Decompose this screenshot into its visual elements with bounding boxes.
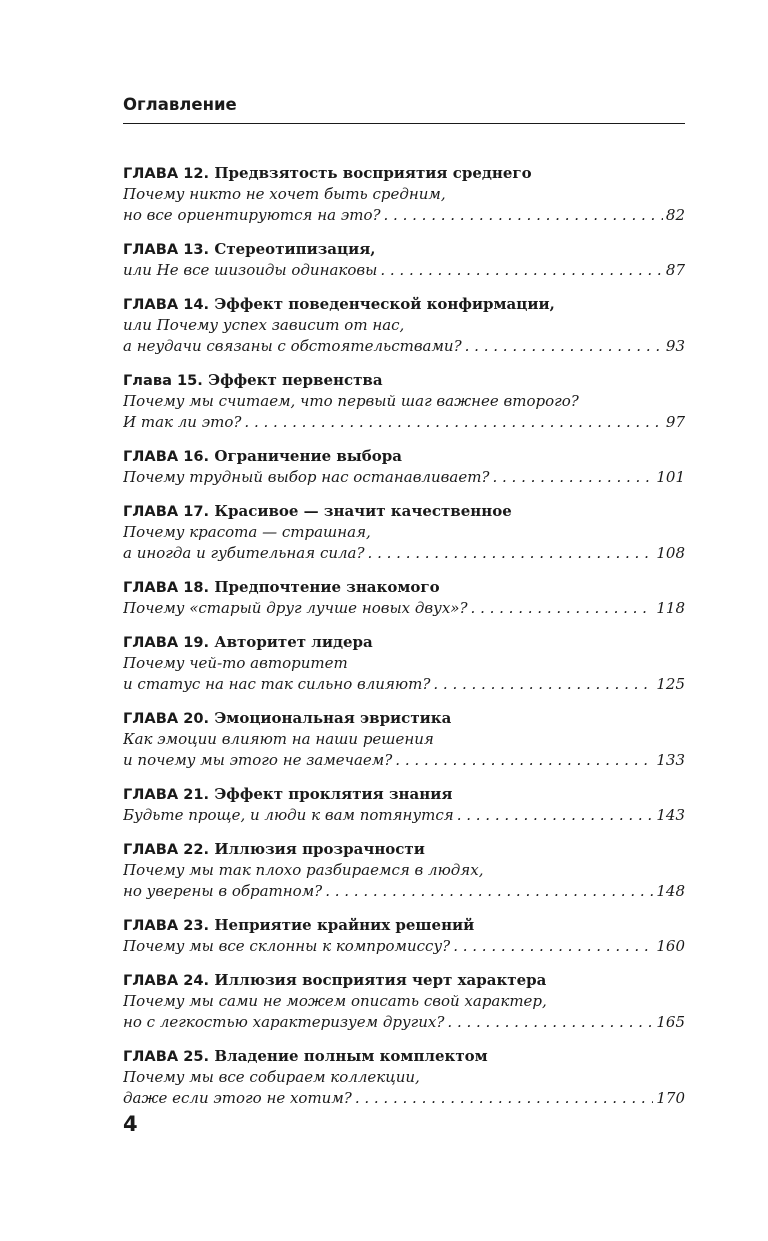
dot-leader [395, 750, 653, 771]
chapter-description [123, 653, 685, 695]
chapter-title: Иллюзия восприятия черт характера [214, 971, 547, 989]
toc-header [123, 95, 685, 124]
description-line: Как эмоции влияют на наши решения [123, 730, 434, 748]
toc-entry[interactable] [123, 446, 685, 488]
chapter-description [123, 522, 685, 564]
chapter-page-number: 82 [665, 206, 685, 224]
chapter-page-number: 87 [665, 261, 685, 279]
description-last-line [123, 336, 685, 357]
chapter-page-number: 118 [656, 599, 685, 617]
description-text: и статус на нас так сильно влияют? [123, 675, 431, 693]
toc-entry[interactable] [123, 708, 685, 771]
description-text: Почему «старый друг лучше новых двух»? [123, 599, 468, 617]
chapter-description [123, 1067, 685, 1109]
dot-leader [368, 543, 654, 564]
chapter-page-number: 97 [665, 413, 685, 431]
chapter-title: Стереотипизация, [214, 240, 376, 258]
chapter-title: Неприятие крайних решений [214, 916, 475, 934]
chapter-label: ГЛАВА 13. [123, 241, 210, 258]
description-text: даже если этого не хотим? [123, 1089, 352, 1107]
description-last-line [123, 936, 685, 957]
chapter-heading [123, 839, 685, 860]
chapter-heading [123, 784, 685, 805]
chapter-heading [123, 970, 685, 991]
chapter-page-number: 101 [656, 468, 685, 486]
chapter-heading [123, 163, 685, 184]
dot-leader [453, 936, 653, 957]
chapter-heading [123, 1046, 685, 1067]
description-line: Почему красота — страшная, [123, 523, 371, 541]
description-line: или Почему успех зависит от нас, [123, 316, 405, 334]
toc-entry[interactable] [123, 784, 685, 826]
chapter-label: ГЛАВА 21. [123, 786, 210, 803]
chapter-heading [123, 501, 685, 522]
chapter-description [123, 184, 685, 226]
chapter-heading [123, 915, 685, 936]
chapter-heading [123, 239, 685, 260]
description-last-line [123, 260, 685, 281]
toc-entry[interactable] [123, 239, 685, 281]
toc-entry[interactable] [123, 294, 685, 357]
dot-leader [457, 805, 654, 826]
dot-leader [244, 412, 662, 433]
toc-entry[interactable] [123, 163, 685, 226]
description-text: Будьте проще, и люди к вам потянутся [123, 806, 454, 824]
description-last-line [123, 412, 685, 433]
chapter-label: ГЛАВА 22. [123, 841, 210, 858]
description-last-line [123, 1012, 685, 1033]
dot-leader [471, 598, 654, 619]
chapter-title: Красивое — значит качественное [214, 502, 512, 520]
chapter-page-number: 93 [665, 337, 685, 355]
chapter-title: Предпочтение знакомого [214, 578, 440, 596]
description-last-line [123, 467, 685, 488]
chapter-label: ГЛАВА 24. [123, 972, 210, 989]
chapter-page-number: 170 [656, 1089, 685, 1107]
description-text: но с легкостью характеризуем других? [123, 1013, 445, 1031]
dot-leader [380, 260, 663, 281]
toc-entry[interactable] [123, 915, 685, 957]
description-line: Почему никто не хочет быть средним, [123, 185, 446, 203]
chapter-title: Владение полным комплектом [214, 1047, 488, 1065]
description-last-line [123, 881, 685, 902]
chapter-title: Предвзятость восприятия среднего [214, 164, 532, 182]
page-number: 4 [123, 1112, 138, 1136]
chapter-description [123, 315, 685, 357]
dot-leader [355, 1088, 654, 1109]
chapter-description [123, 467, 685, 488]
toc-entry[interactable] [123, 1046, 685, 1109]
chapter-heading [123, 446, 685, 467]
chapter-label: ГЛАВА 23. [123, 917, 210, 934]
chapter-label: ГЛАВА 19. [123, 634, 210, 651]
chapter-heading [123, 577, 685, 598]
table-of-contents [123, 150, 685, 1109]
chapter-description [123, 805, 685, 826]
chapter-title: Эффект поведенческой конфирмации, [214, 295, 555, 313]
description-last-line [123, 1088, 685, 1109]
description-line: Почему чей-то авторитет [123, 654, 348, 672]
toc-entry[interactable] [123, 370, 685, 433]
dot-leader [384, 205, 663, 226]
chapter-title: Авторитет лидера [214, 633, 373, 651]
chapter-label: ГЛАВА 20. [123, 710, 210, 727]
chapter-title: Ограничение выбора [214, 447, 403, 465]
description-last-line [123, 598, 685, 619]
description-line: Почему мы сами не можем описать свой характер, [123, 992, 547, 1010]
chapter-title: Эффект проклятия знания [214, 785, 453, 803]
chapter-heading [123, 294, 685, 315]
chapter-description [123, 729, 685, 771]
chapter-page-number: 108 [656, 544, 685, 562]
chapter-label: Глава 15. [123, 372, 203, 389]
description-last-line [123, 750, 685, 771]
chapter-page-number: 133 [656, 751, 685, 769]
description-last-line [123, 543, 685, 564]
toc-entry[interactable] [123, 632, 685, 695]
chapter-description [123, 991, 685, 1033]
chapter-title: Эффект первенства [208, 371, 383, 389]
chapter-label: ГЛАВА 16. [123, 448, 210, 465]
chapter-description [123, 391, 685, 433]
chapter-label: ГЛАВА 17. [123, 503, 210, 520]
chapter-title: Иллюзия прозрачности [214, 840, 425, 858]
toc-entry[interactable] [123, 839, 685, 902]
chapter-page-number: 148 [656, 882, 685, 900]
chapter-label: ГЛАВА 25. [123, 1048, 210, 1065]
description-text: но уверены в обратном? [123, 882, 323, 900]
description-last-line [123, 205, 685, 226]
description-last-line [123, 674, 685, 695]
description-text: и почему мы этого не замечаем? [123, 751, 393, 769]
dot-leader [492, 467, 653, 488]
chapter-description [123, 598, 685, 619]
chapter-label: ГЛАВА 18. [123, 579, 210, 596]
description-line: Почему мы все собираем коллекции, [123, 1068, 420, 1086]
chapter-description [123, 260, 685, 281]
chapter-heading [123, 708, 685, 729]
dot-leader [447, 1012, 653, 1033]
toc-entry[interactable] [123, 577, 685, 619]
chapter-page-number: 165 [656, 1013, 685, 1031]
chapter-description [123, 936, 685, 957]
chapter-label: ГЛАВА 14. [123, 296, 210, 313]
description-text: или Не все шизоиды одинаковы [123, 261, 378, 279]
chapter-page-number: 160 [656, 937, 685, 955]
toc-entry[interactable] [123, 501, 685, 564]
chapter-heading [123, 632, 685, 653]
toc-entry[interactable] [123, 970, 685, 1033]
description-line: Почему мы считаем, что первый шаг важнее второго? [123, 392, 579, 410]
chapter-label: ГЛАВА 12. [123, 165, 210, 182]
dot-leader [465, 336, 663, 357]
toc-title: Оглавление [123, 95, 237, 114]
chapter-heading [123, 370, 685, 391]
description-text: а неудачи связаны с обстоятельствами? [123, 337, 462, 355]
description-line: Почему мы так плохо разбираемся в людях, [123, 861, 484, 879]
dot-leader [325, 881, 653, 902]
dot-leader [433, 674, 653, 695]
description-text: а иногда и губительная сила? [123, 544, 365, 562]
description-last-line [123, 805, 685, 826]
description-text: но все ориентируются на это? [123, 206, 381, 224]
description-text: И так ли это? [123, 413, 242, 431]
description-text: Почему трудный выбор нас останавливает? [123, 468, 490, 486]
chapter-title: Эмоциональная эвристика [214, 709, 452, 727]
description-text: Почему мы все склонны к компромиссу? [123, 937, 451, 955]
chapter-page-number: 143 [656, 806, 685, 824]
chapter-description [123, 860, 685, 902]
chapter-page-number: 125 [656, 675, 685, 693]
